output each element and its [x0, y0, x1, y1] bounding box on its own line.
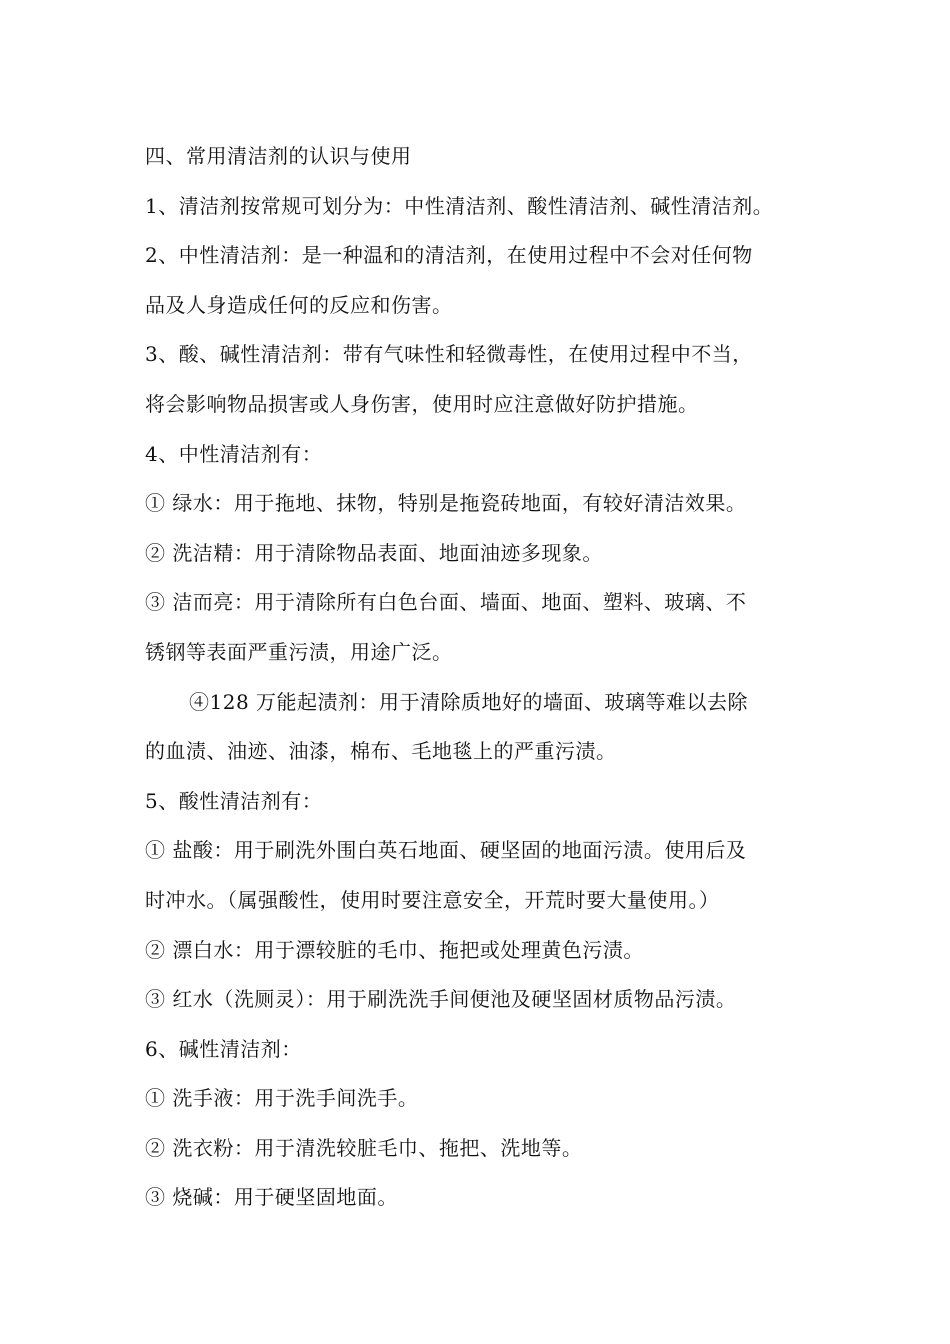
list-item: ① 盐酸：用于刷洗外围白英石地面、硬坚固的地面污渍。使用后及 — [145, 838, 747, 863]
list-item: ④128 万能起渍剂：用于清除质地好的墙面、玻璃等难以去除 — [189, 689, 749, 714]
list-item: ③ 红水（洗厕灵）：用于刷洗洗手间便池及硬坚固材质物品污渍。 — [145, 987, 737, 1012]
paragraph-line: 2、中性清洁剂：是一种温和的清洁剂，在使用过程中不会对任何物 — [145, 243, 753, 268]
paragraph-line: 3、酸、碱性清洁剂：带有气味性和轻微毒性，在使用过程中不当， — [145, 342, 753, 367]
list-item-continuation: 的血渍、油迹、油漆，棉布、毛地毯上的严重污渍。 — [145, 739, 617, 764]
subheading-line: 6、碱性清洁剂： — [145, 1036, 302, 1061]
subheading-line: 4、中性清洁剂有： — [145, 441, 323, 466]
list-item: ① 绿水：用于拖地、抹物，特别是拖瓷砖地面，有较好清洁效果。 — [145, 491, 747, 516]
list-item: ③ 洁而亮：用于清除所有白色台面、墙面、地面、塑料、玻璃、不 — [145, 590, 747, 615]
list-item: ② 洗衣粉：用于清洗较脏毛巾、拖把、洗地等。 — [145, 1135, 583, 1160]
document-body — [145, 132, 825, 1223]
list-item: ② 漂白水：用于漂较脏的毛巾、拖把或处理黄色污渍。 — [145, 937, 644, 962]
paragraph-line: 品及人身造成任何的反应和伤害。 — [145, 292, 453, 317]
subheading-line: 5、酸性清洁剂有： — [145, 788, 323, 813]
section-heading: 四、常用清洁剂的认识与使用 — [145, 144, 412, 168]
list-item-continuation: 锈钢等表面严重污渍，用途广泛。 — [145, 639, 453, 664]
paragraph-line: 1、清洁剂按常规可划分为：中性清洁剂、酸性清洁剂、碱性清洁剂。 — [145, 193, 774, 218]
list-item: ② 洗洁精：用于清除物品表面、地面油迹多现象。 — [145, 540, 603, 565]
list-item: ① 洗手液：用于洗手间洗手。 — [145, 1086, 419, 1111]
list-item: ③ 烧碱：用于硬坚固地面。 — [145, 1185, 398, 1210]
list-item-continuation: 时冲水。（属强酸性，使用时要注意安全，开荒时要大量使用。） — [145, 887, 720, 912]
paragraph-line: 将会影响物品损害或人身伤害，使用时应注意做好防护措施。 — [145, 391, 699, 416]
